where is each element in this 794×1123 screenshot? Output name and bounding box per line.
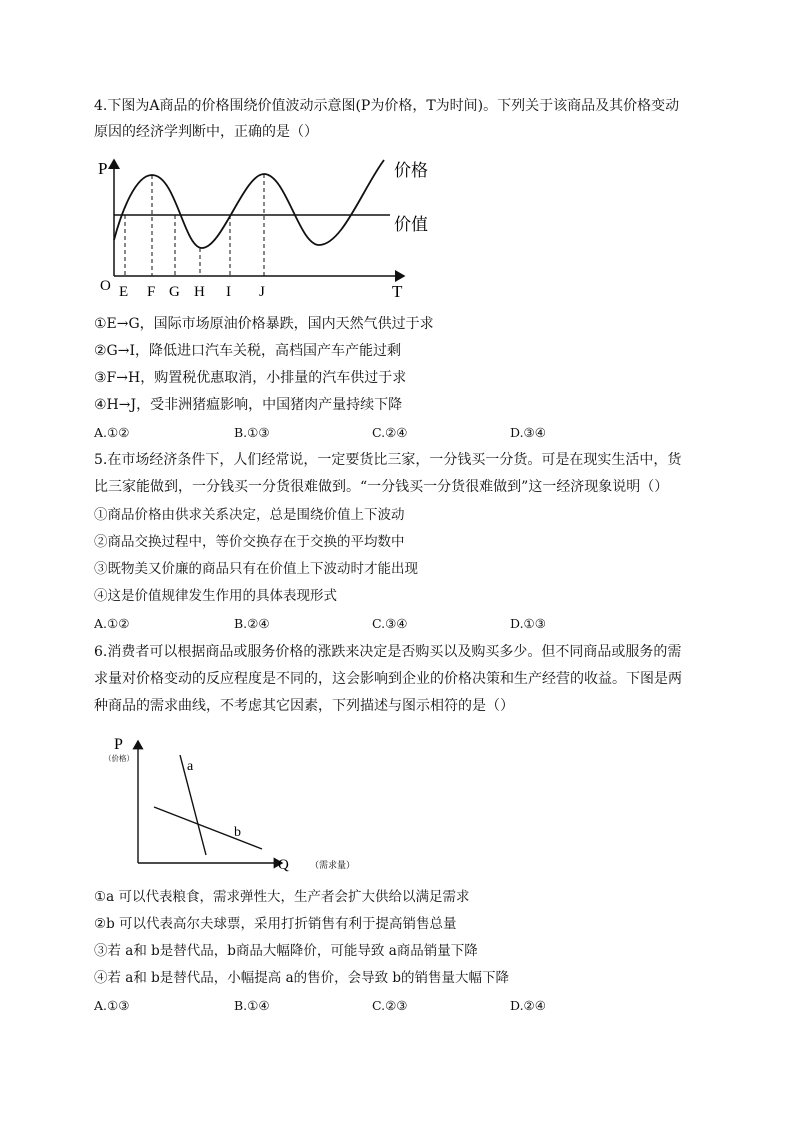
q4-stem-line1: 4.下图为A商品的价格围绕价值波动示意图(P为价格，T为时间)。下列关于该商品及其价格变动 xyxy=(94,98,680,114)
q4-tick-g: G xyxy=(169,284,180,300)
q5-item-1: ①商品价格由供求关系决定，总是围绕价值上下波动 xyxy=(94,507,405,523)
q4-tick-f: F xyxy=(147,284,156,300)
q4-option-a[interactable]: A.①② xyxy=(94,425,130,440)
q6-curve-b-label: b xyxy=(234,825,241,840)
q4-price-value-chart xyxy=(94,150,444,302)
q4-origin-label: O xyxy=(100,278,111,294)
q4-tick-e: E xyxy=(119,284,129,300)
q6-stem-line3: 种商品的需求曲线，不考虑其它因素，下列描述与图示相符的是（） xyxy=(94,698,514,714)
q6-option-c[interactable]: C.②③ xyxy=(372,998,408,1013)
q5-option-d[interactable]: D.①③ xyxy=(510,616,546,631)
q6-item-3: ③若 a和 b是替代品，b商品大幅降价，可能导致 a商品销量下降 xyxy=(94,943,478,959)
q4-item-3: ③F→H，购置税优惠取消，小排量的汽车供过于求 xyxy=(94,370,407,386)
q6-item-1: ①a 可以代表粮食，需求弹性大，生产者会扩大供给以满足需求 xyxy=(94,889,470,905)
q6-stem-line2: 求量对价格变动的反应程度是不同的，这会影响到企业的价格决策和生产经营的收益。下图是两 xyxy=(94,671,682,687)
q6-x-label: Q xyxy=(278,857,289,873)
q5-item-3: ③既物美又价廉的商品只有在价值上下波动时才能出现 xyxy=(94,561,418,577)
q4-tick-i: I xyxy=(226,284,231,300)
q4-y-label: P xyxy=(98,159,108,178)
q4-x-label: T xyxy=(392,282,403,301)
q4-item-4: ④H→J，受非洲猪瘟影响，中国猪肉产量持续下降 xyxy=(94,397,403,413)
q5-stem-line2: 比三家能做到，一分钱买一分货很难做到。“一分钱买一分货很难做到”这一经济现象说明（） xyxy=(94,479,669,495)
q4-option-d[interactable]: D.③④ xyxy=(510,425,546,440)
q6-y-label: P xyxy=(114,736,123,753)
q6-x-sublabel: （需求量） xyxy=(310,860,356,870)
q4-dashed-guides xyxy=(125,174,264,276)
q4-option-b[interactable]: B.①③ xyxy=(234,425,270,440)
q4-option-c[interactable]: C.②④ xyxy=(372,425,408,440)
q4-tick-j: J xyxy=(259,284,265,300)
q4-value-label: 价值 xyxy=(394,215,428,234)
q4-price-label: 价格 xyxy=(394,161,428,180)
q4-stem-line2: 原因的经济学判断中，正确的是（） xyxy=(94,124,318,140)
q4-tick-h: H xyxy=(194,284,205,300)
q6-item-4: ④若 a和 b是替代品，小幅提高 a的售价，会导致 b的销售量大幅下降 xyxy=(94,970,510,986)
q4-price-curve xyxy=(114,160,384,248)
q6-curve-b xyxy=(154,807,262,849)
q5-item-4: ④这是价值规律发生作用的具体表现形式 xyxy=(94,588,337,604)
q6-stem-line1: 6.消费者可以根据商品或服务价格的涨跌来决定是否购买以及购买多少。但不同商品或服务的需 xyxy=(94,644,682,660)
q6-option-b[interactable]: B.①④ xyxy=(234,998,270,1013)
q5-option-b[interactable]: B.②④ xyxy=(234,616,270,631)
q6-y-sublabel: （价格） xyxy=(104,754,134,763)
q6-item-2: ②b 可以代表高尔夫球票，采用打折销售有利于提高销售总量 xyxy=(94,916,457,932)
q5-stem-line1: 5.在市场经济条件下，人们经常说，一定要货比三家，一分钱买一分货。可是在现实生活中，货 xyxy=(94,452,682,468)
q6-demand-chart xyxy=(104,733,380,873)
q6-curve-a-label: a xyxy=(187,759,194,774)
q6-option-a[interactable]: A.①③ xyxy=(94,998,130,1013)
q6-option-d[interactable]: D.②④ xyxy=(510,998,546,1013)
q5-option-a[interactable]: A.①② xyxy=(94,616,130,631)
q5-option-c[interactable]: C.③④ xyxy=(372,616,408,631)
q4-item-2: ②G→I，降低进口汽车关税，高档国产车产能过剩 xyxy=(94,343,401,359)
q4-item-1: ①E→G，国际市场原油价格暴跌，国内天然气供过于求 xyxy=(94,316,434,332)
q5-item-2: ②商品交换过程中，等价交换存在于交换的平均数中 xyxy=(94,534,405,550)
